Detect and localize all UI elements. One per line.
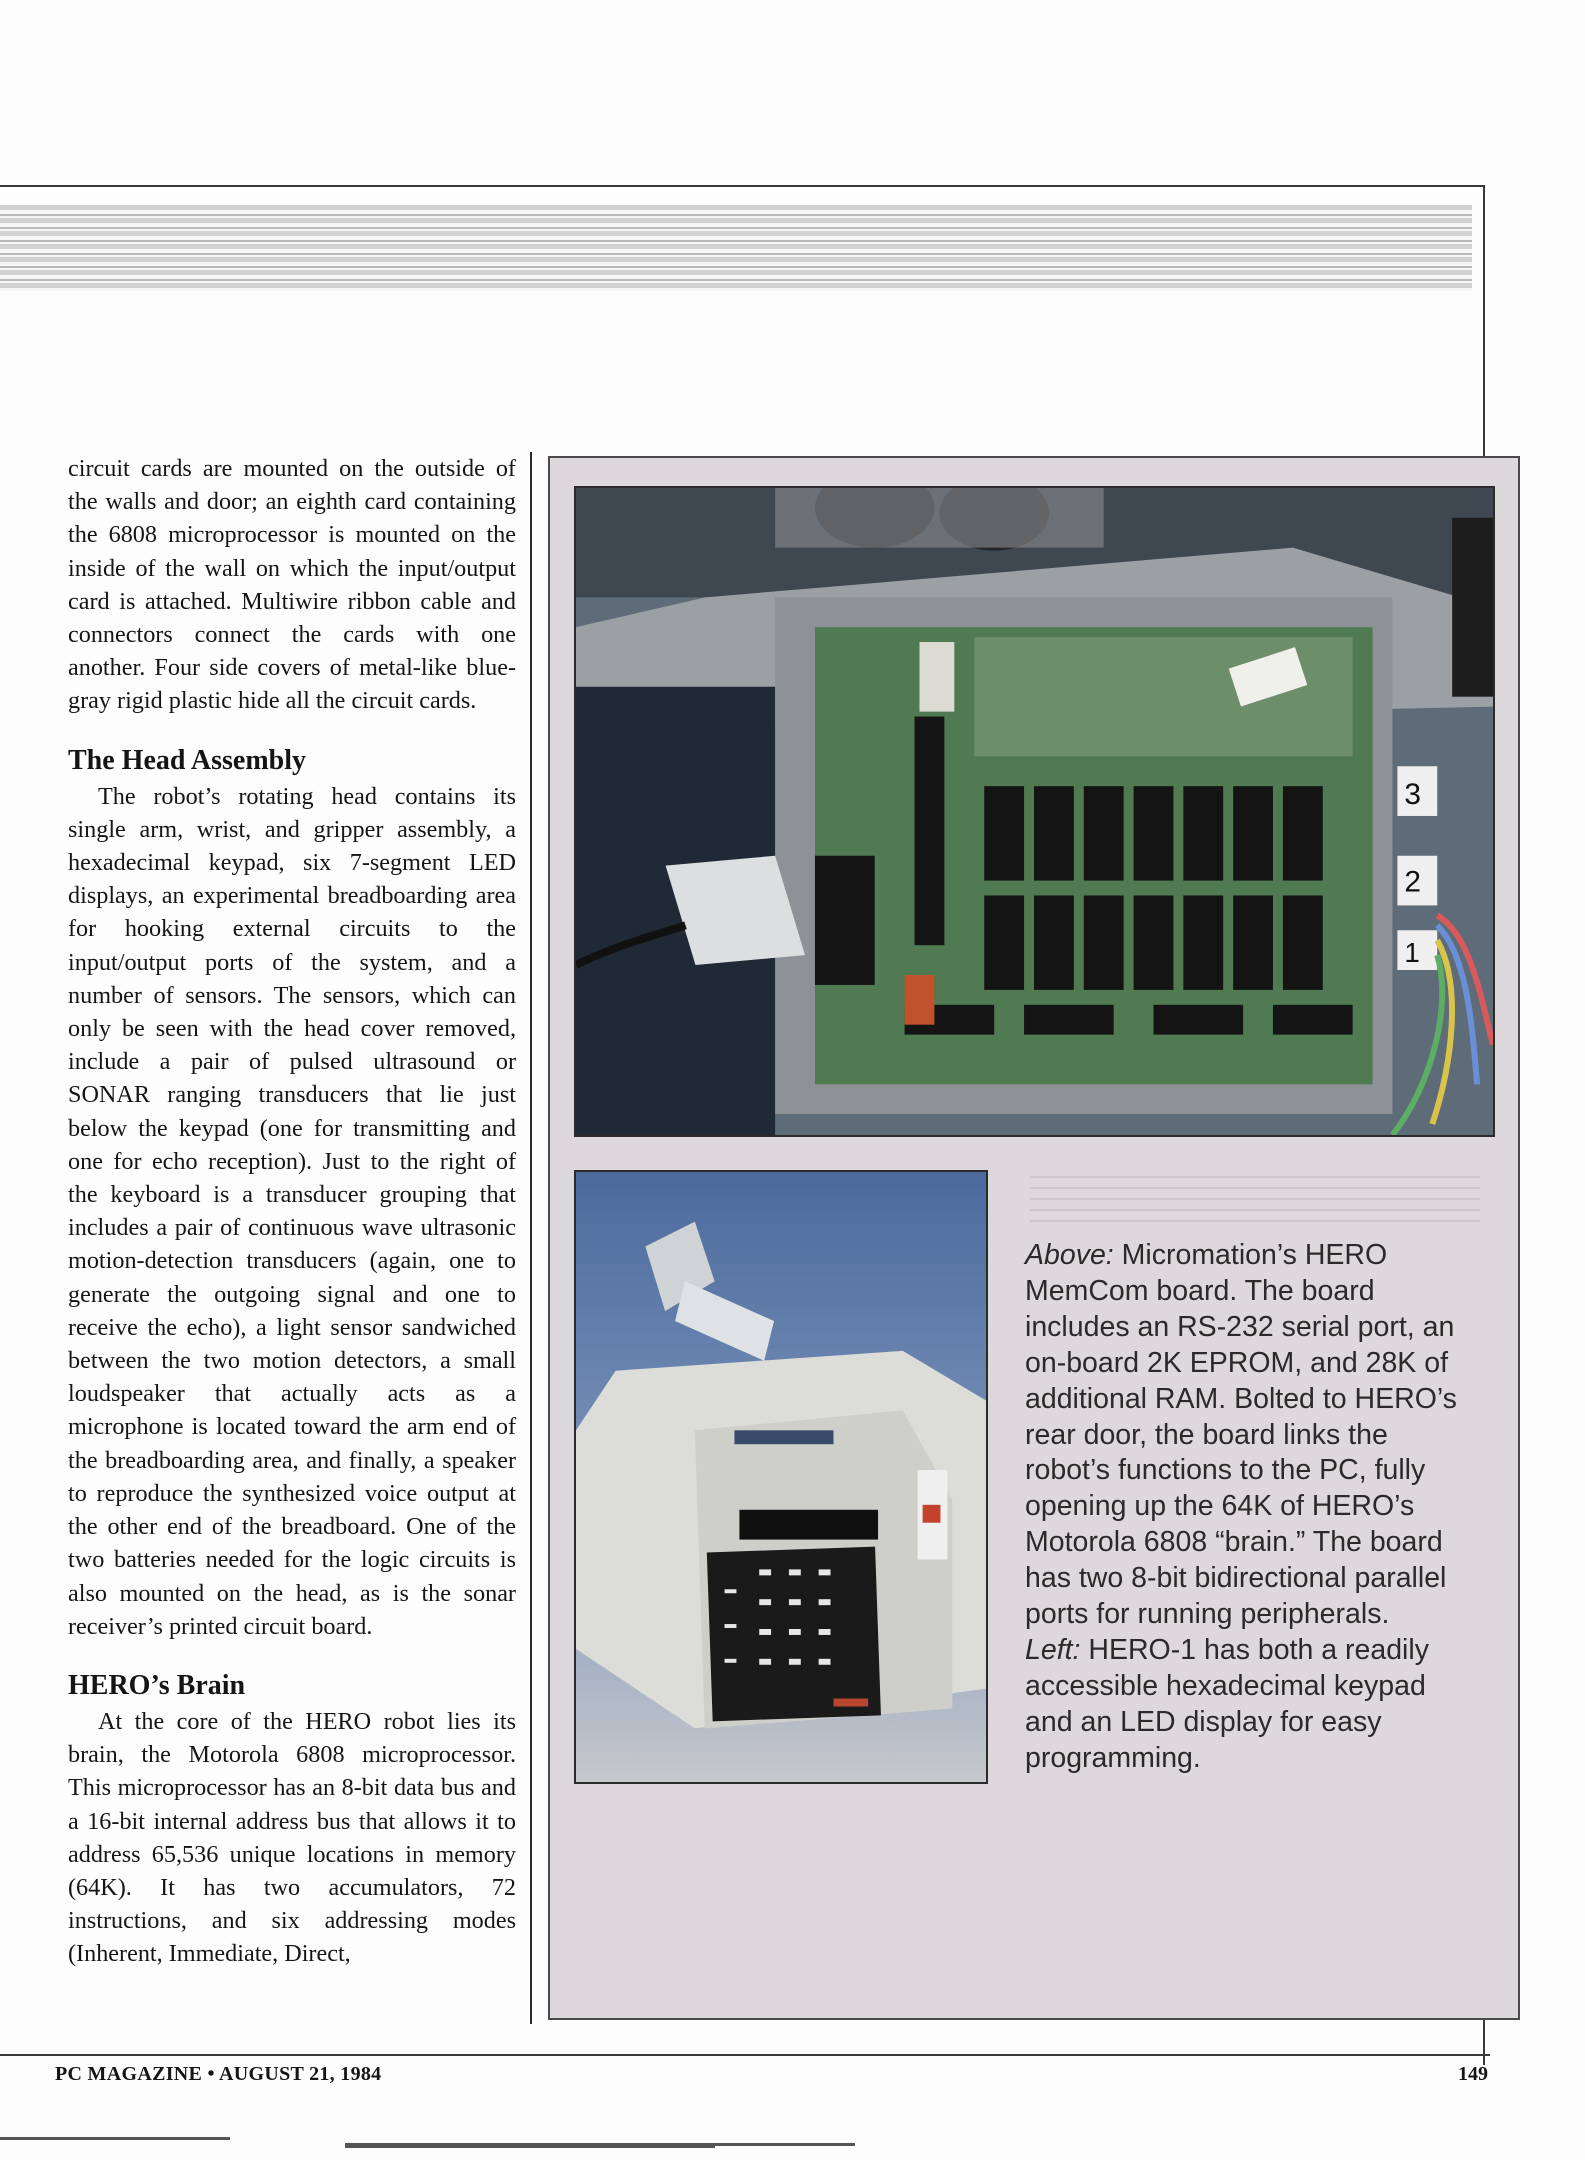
- paragraph-head-assembly: The robot’s rotating head contains its single arm, wrist, and gripper assembly, a hexadecimal keypad, six 7-segment LED displays, an experimental breadboarding area for hooking external circuits to the input/output ports of the system, and a number of sensors. The sensors, which can only be seen with the head cover removed, include a pair of pulsed ultrasound or SONAR ranging transducers that lie just below the keypad (one for transmitting and one for echo reception). Just to the right of the keyboard is a transducer grouping that includes a pair of continuous wave ultrasonic motion-detection transducers (again, one to generate the outgoing signal and one to receive the echo), a light sensor sandwiched between the two motion detectors, a small loudspeaker that actually acts as a microphone is located toward the arm end of the breadboarding area, and finally, a speaker to reproduce the synthesized voice output at the other end of the breadboard. One of the two batteries needed for the logic circuits is also mounted on the head, as is the sonar receiver’s printed circuit board.: [68, 782, 516, 1640]
- hero1-keypad-photo: [574, 1170, 988, 1784]
- heading-heros-brain: HERO’s Brain: [68, 1669, 246, 1701]
- port-label-2: 2: [1404, 865, 1421, 899]
- caption-left: [1025, 1633, 1480, 1777]
- page-number: 149: [1458, 2063, 1488, 2085]
- port-label-1: 1: [1404, 937, 1420, 969]
- caption-above: [1025, 1238, 1480, 1633]
- bottom-rule-middle: [345, 2143, 715, 2148]
- heading-head-assembly: The Head Assembly: [68, 744, 307, 776]
- footer-rule: [0, 2054, 1490, 2056]
- bottom-rule-right: [715, 2143, 855, 2146]
- bottom-rule-left: [0, 2137, 230, 2140]
- footer-publication: PC MAGAZINE • AUGUST 21, 1984: [55, 2063, 382, 2085]
- caption-above-label: Above:: [1025, 1239, 1114, 1271]
- photo-caption: [1025, 1238, 1480, 1777]
- article-column: [68, 452, 516, 1971]
- port-label-3: 3: [1404, 778, 1421, 812]
- caption-above-text: Micromation’s HERO MemCom board. The board includes an RS-232 serial port, an on-board 2K EPROM, and 28K of additional RAM. Bolted to HERO’s rear door, the board links the robot’s functions to the PC, fully opening up the 64K of HERO’s Motorola 6808 “brain.” The board has two 8-bit bidirectional parallel ports for running peripherals.: [1025, 1239, 1457, 1631]
- caption-left-text: HERO-1 has both a readily accessible hexadecimal keypad and an LED display for easy programming.: [1025, 1633, 1429, 1774]
- caption-left-label: Left:: [1025, 1633, 1081, 1666]
- decorative-stripe-band: [0, 205, 1472, 291]
- caption-rule-lines: [1030, 1176, 1480, 1228]
- paragraph-heros-brain: At the core of the HERO robot lies its brain, the Motorola 6808 microprocessor. This microprocessor has an 8-bit data bus and a 16-bit internal address bus that allows it to address 65,536 unique locations in memory (64K). It has two accumulators, 72 instructions, and six addressing modes (Inherent, Immediate, Direct,: [68, 1707, 516, 1968]
- column-divider: [530, 452, 532, 2024]
- memcom-board-photo: [574, 486, 1495, 1137]
- article-intro: circuit cards are mounted on the outside of the walls and door; an eighth card containing the 6808 microprocessor is mounted on the inside of the wall on which the input/output card is attached. Multiwire ribbon cable and connectors connect the cards with one another. Four side covers of metal-like blue-gray rigid plastic hide all the circuit cards.: [68, 455, 516, 715]
